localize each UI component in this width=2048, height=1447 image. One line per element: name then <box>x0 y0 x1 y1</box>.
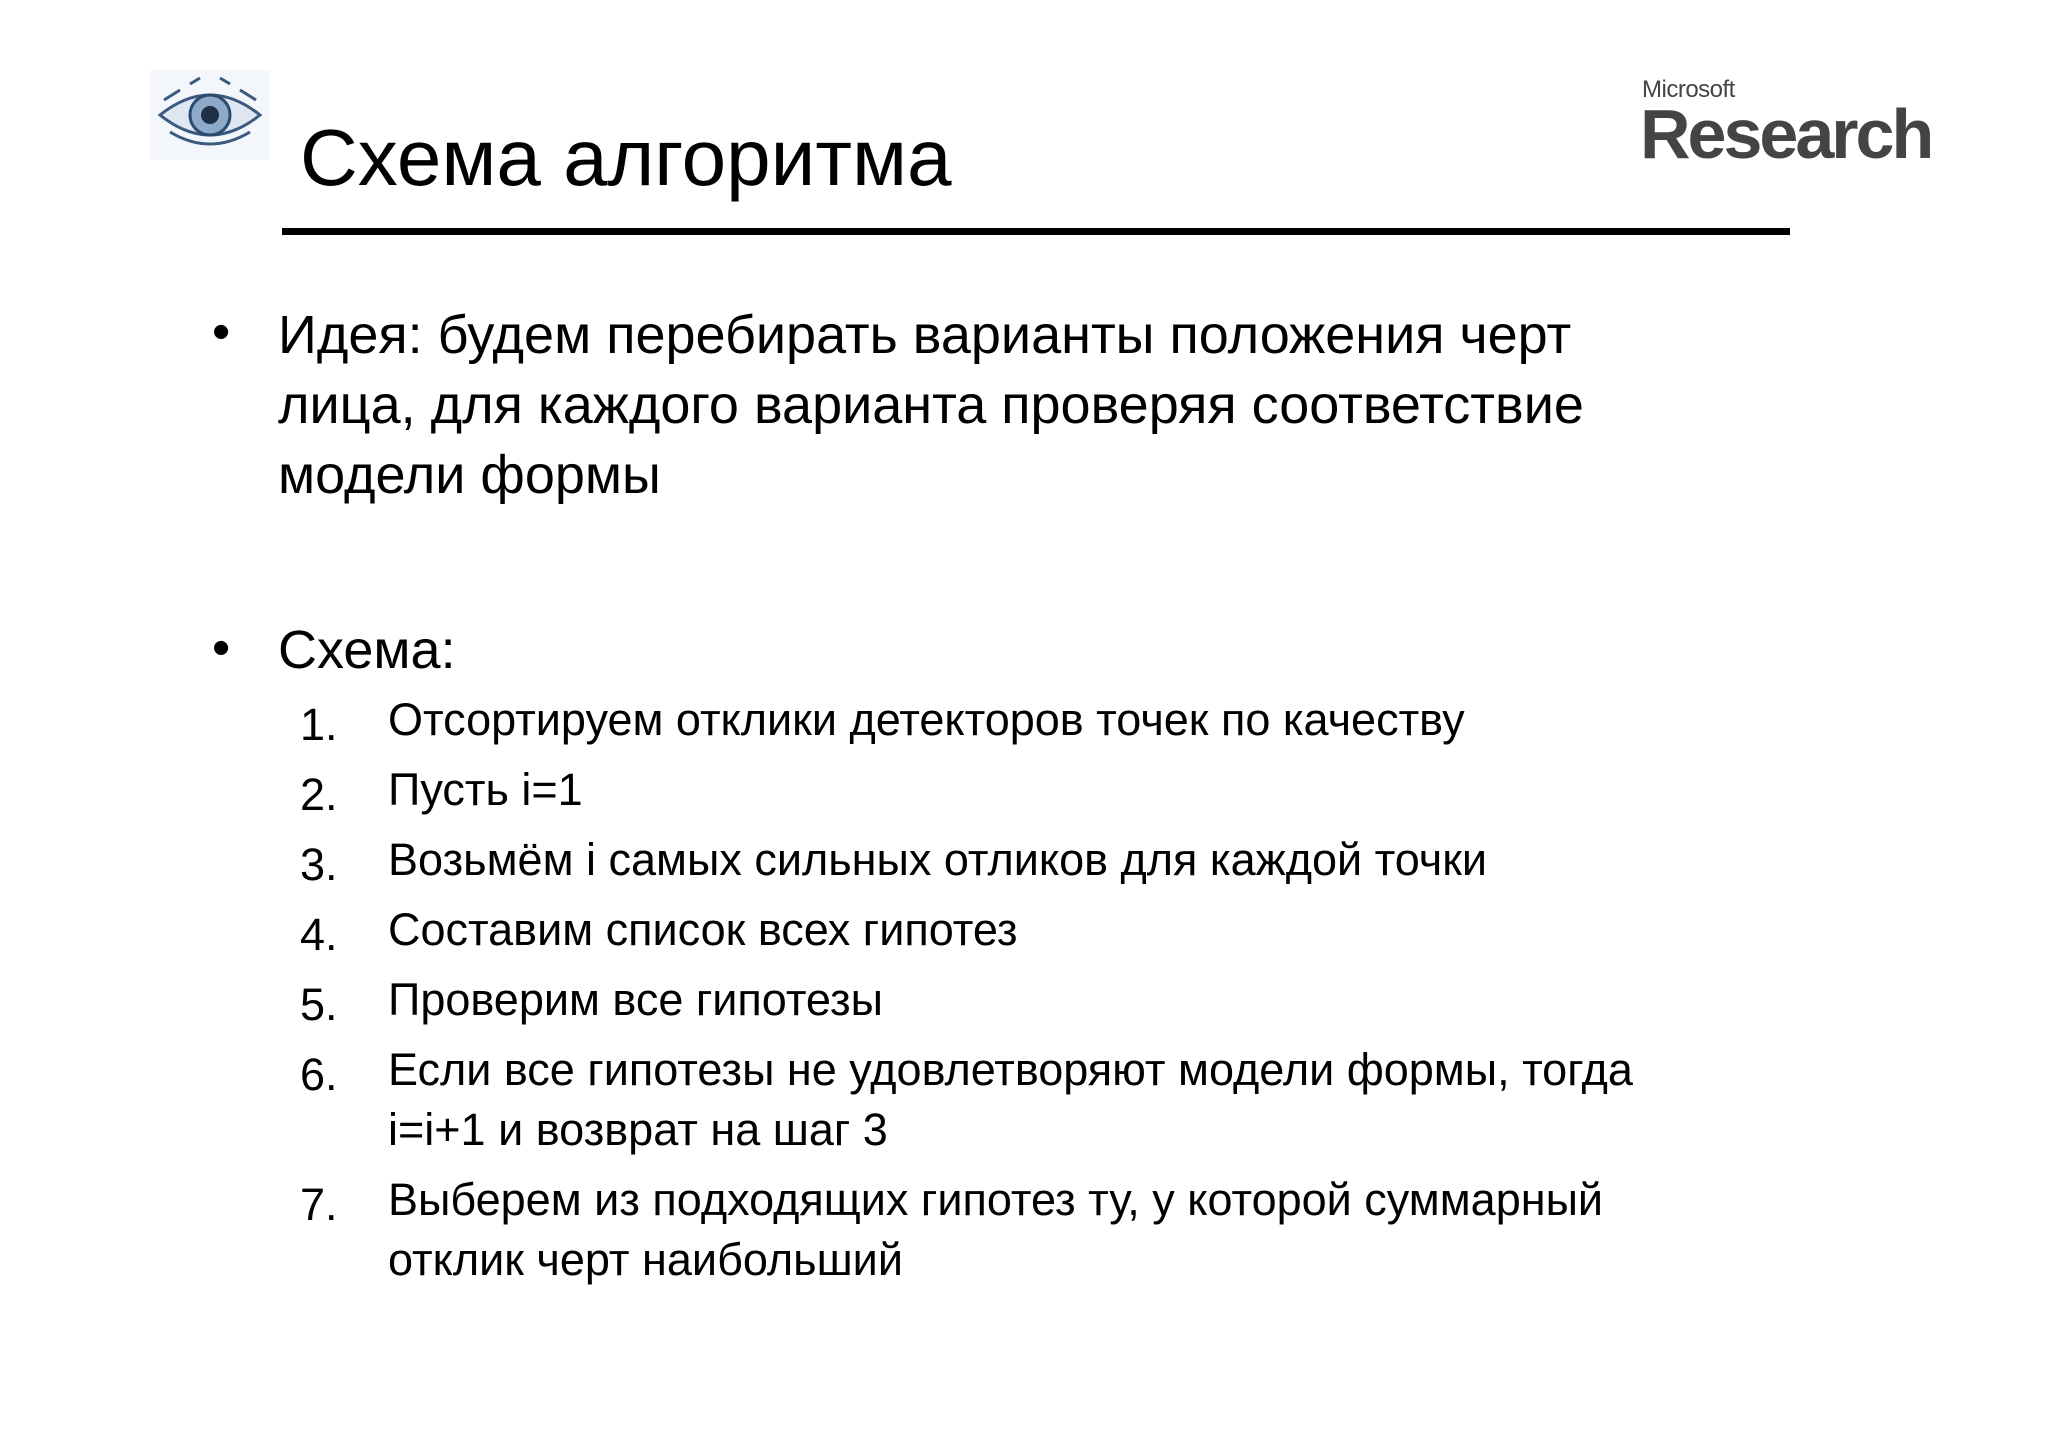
step-text: Выберем из подходящих гипотез ту, у которой суммарный <box>388 1174 1604 1225</box>
step-text: Отсортируем отклики детекторов точек по качеству <box>388 694 1465 745</box>
step-number: 2. <box>300 769 338 820</box>
step-number: 3. <box>300 839 338 890</box>
bullet-idea-line-1: Идея: будем перебирать варианты положения черт <box>278 305 1572 365</box>
bullet-marker: • <box>212 303 231 361</box>
step-text: Возьмём i самых сильных отликов для каждой точки <box>388 834 1488 885</box>
bullet-scheme-label: Схема: <box>278 620 456 680</box>
bullet-idea-line-3: модели формы <box>278 445 661 505</box>
eye-logo-icon <box>150 70 270 160</box>
logo-research-text: Research <box>1640 95 1932 173</box>
step-text-continuation: отклик черт наибольший <box>388 1234 903 1285</box>
title-underline <box>282 228 1790 235</box>
microsoft-research-logo <box>1640 76 1932 176</box>
bullet-marker: • <box>212 619 231 677</box>
step-text: Проверим все гипотезы <box>388 974 883 1025</box>
logo-microsoft-text: Microsoft <box>1642 76 1735 103</box>
step-text: Если все гипотезы не удовлетворяют модели формы, тогда <box>388 1044 1633 1095</box>
step-number: 6. <box>300 1049 338 1100</box>
step-number: 4. <box>300 909 338 960</box>
slide-title: Схема алгоритма <box>300 113 952 202</box>
step-number: 5. <box>300 979 338 1030</box>
step-number: 7. <box>300 1179 338 1230</box>
bullet-idea-line-2: лица, для каждого варианта проверяя соответствие <box>278 375 1584 435</box>
step-text: Пусть i=1 <box>388 764 583 815</box>
step-number: 1. <box>300 699 338 750</box>
step-text-continuation: i=i+1 и возврат на шаг 3 <box>388 1104 888 1155</box>
step-text: Составим список всех гипотез <box>388 904 1018 955</box>
